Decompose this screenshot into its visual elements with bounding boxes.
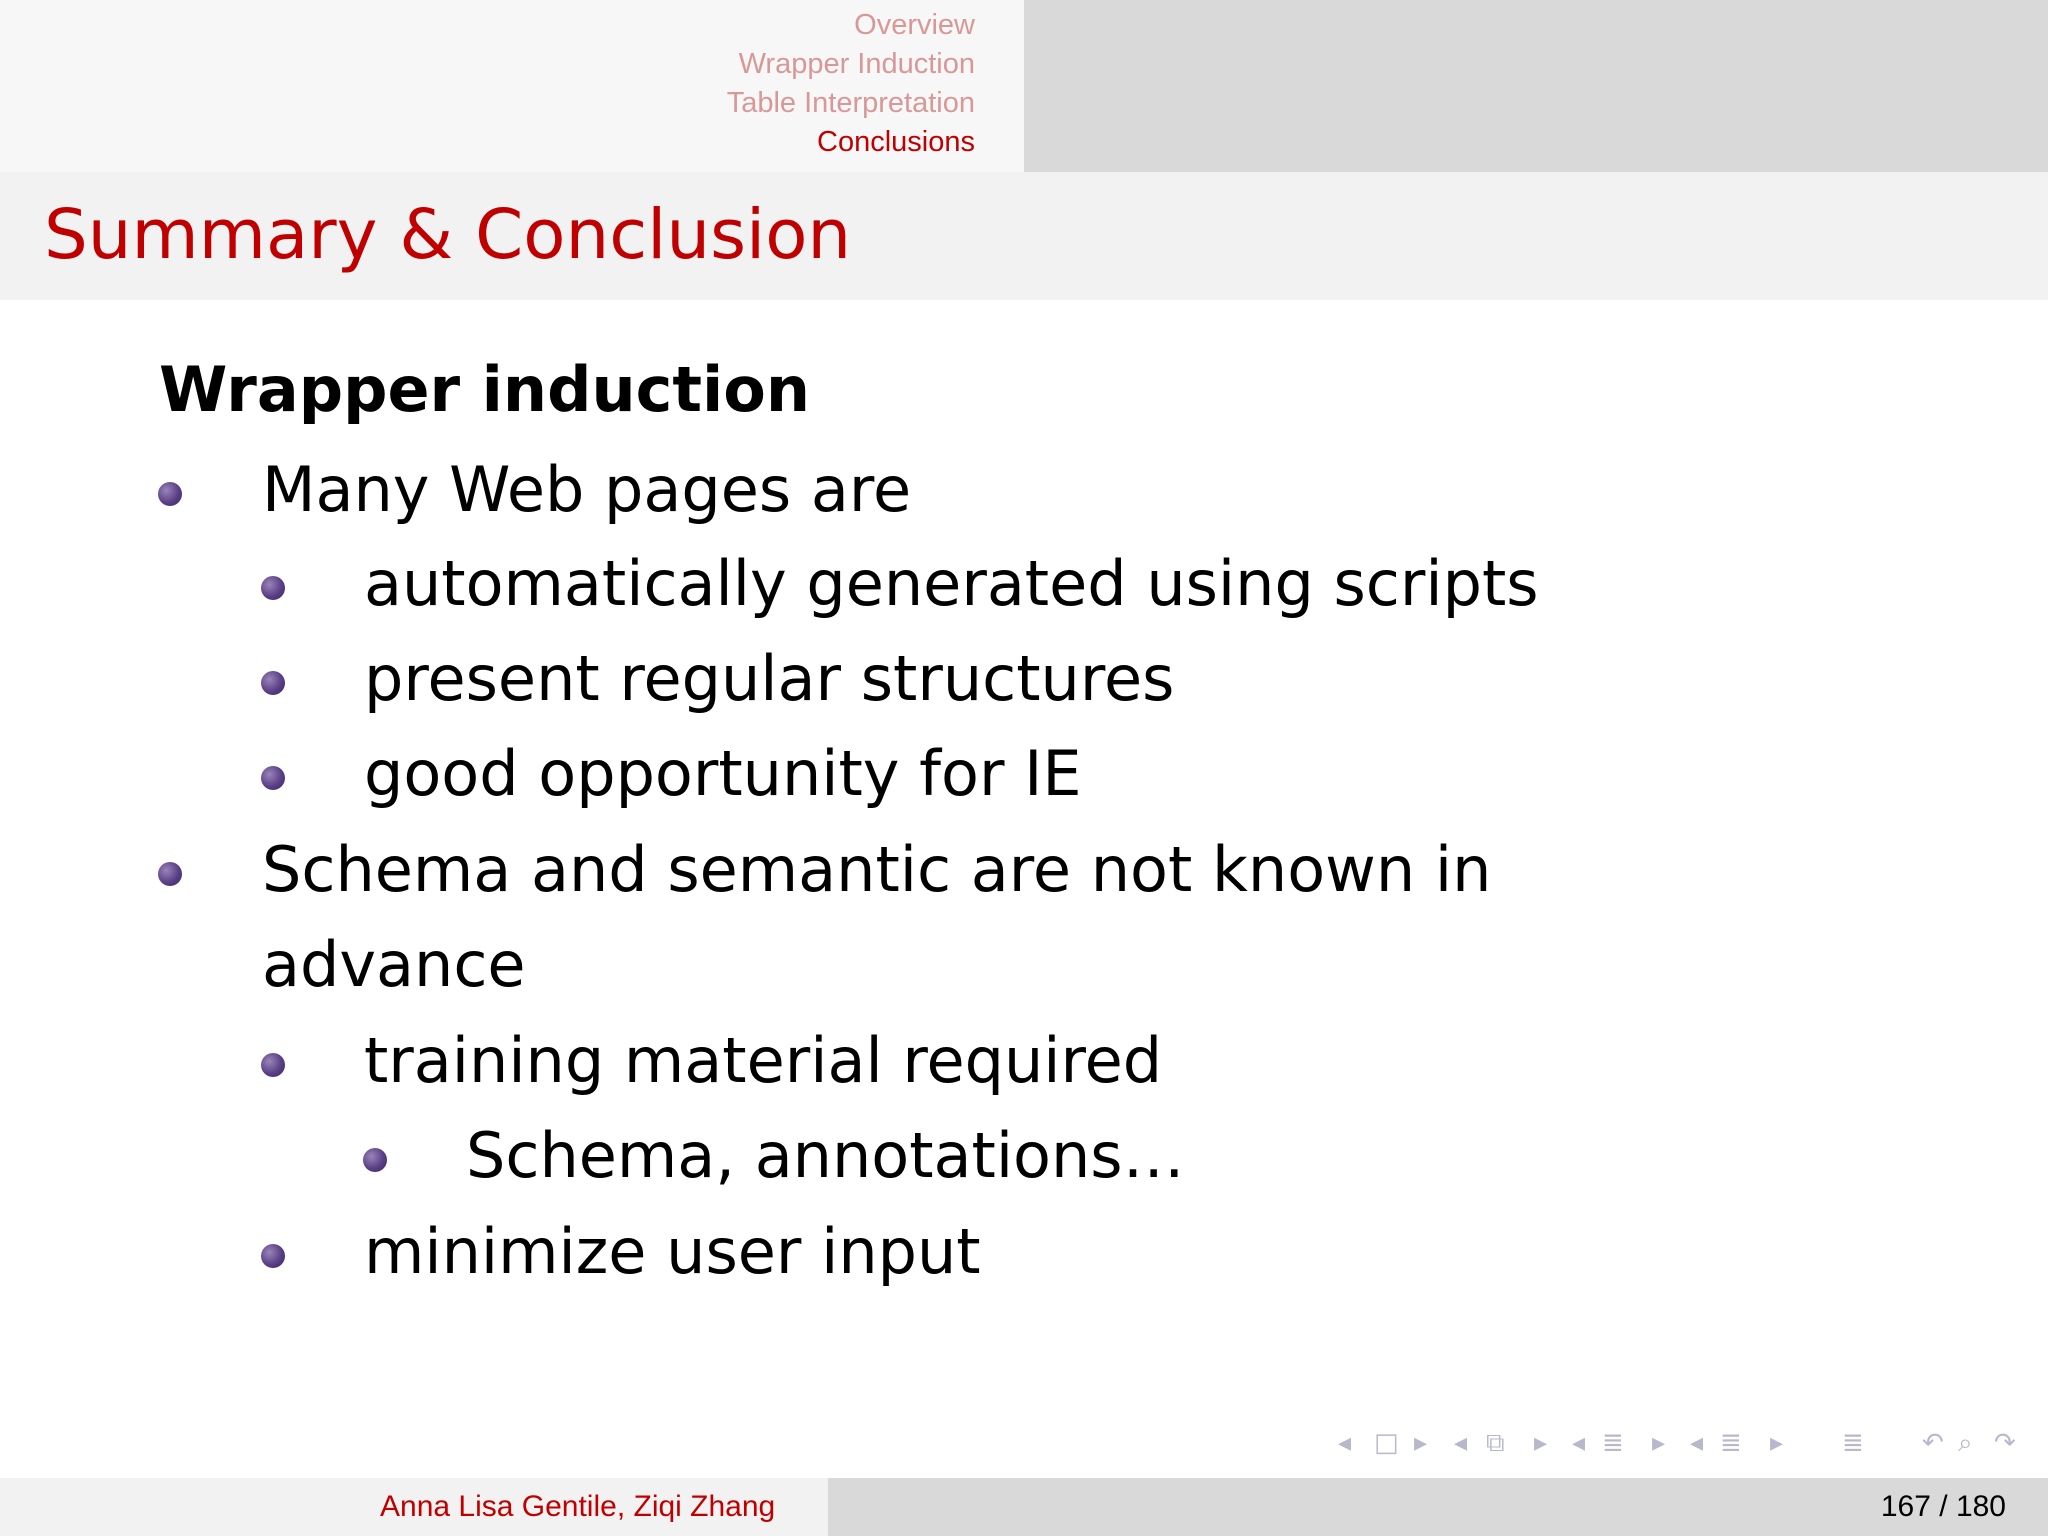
nav-section-icon[interactable]: ≣	[1602, 1428, 1624, 1458]
bullet-text: Schema and semantic are not known in	[262, 833, 1492, 906]
page-total: 180	[1955, 1490, 2006, 1523]
slide-title: Summary & Conclusion	[44, 195, 852, 275]
bullet-text: Many Web pages are	[262, 453, 912, 526]
slide-header	[0, 0, 2048, 172]
nav-item-wrapper-induction[interactable]: Wrapper Induction	[738, 48, 975, 80]
bullet-icon	[363, 1148, 387, 1172]
redo-icon[interactable]: ↷	[1994, 1428, 2016, 1458]
bullet-text: advance	[262, 928, 526, 1001]
nav-toc-icon[interactable]: ≣	[1842, 1428, 1864, 1458]
nav-item-conclusions[interactable]: Conclusions	[817, 126, 975, 158]
page-current: 167	[1880, 1490, 1931, 1523]
nav-item-table-interpretation[interactable]: Table Interpretation	[726, 87, 975, 119]
footer-left-panel	[0, 1478, 828, 1536]
bullet-text: good opportunity for IE	[364, 737, 1082, 810]
bullet-text: training material required	[364, 1024, 1163, 1097]
nav-item-overview[interactable]: Overview	[854, 9, 975, 41]
header-right-panel	[1024, 0, 2048, 172]
slide-footer	[0, 1478, 2048, 1536]
nav-frame-icon[interactable]: □	[1374, 1428, 1399, 1458]
bullet-text: minimize user input	[364, 1215, 981, 1288]
bullet-text: Schema, annotations…	[466, 1119, 1185, 1192]
section-heading: Wrapper induction	[159, 353, 810, 426]
footer-right-panel	[828, 1478, 2048, 1536]
footer-authors: Anna Lisa Gentile, Ziqi Zhang	[380, 1490, 776, 1523]
bullet-icon	[261, 1244, 285, 1268]
page-counter	[1881, 1490, 2006, 1524]
bullet-icon	[261, 671, 285, 695]
nav-appendix-icon[interactable]: ≣	[1720, 1428, 1742, 1458]
undo-icon[interactable]: ↶	[1922, 1428, 1944, 1458]
nav-prev-section-icon[interactable]: ◂	[1572, 1428, 1586, 1458]
nav-next-section-icon[interactable]: ▸	[1652, 1428, 1666, 1458]
bullet-icon	[261, 1053, 285, 1077]
bullet-icon	[158, 862, 182, 886]
bullet-text: automatically generated using scripts	[364, 547, 1539, 620]
nav-next-frame-icon[interactable]: ▸	[1414, 1428, 1428, 1458]
nav-subsection-icon[interactable]: ⧉	[1486, 1428, 1505, 1458]
nav-first-frame-icon[interactable]: ◂	[1338, 1428, 1352, 1458]
bullet-text: present regular structures	[364, 642, 1175, 715]
bullet-icon	[158, 482, 182, 506]
page-separator: /	[1930, 1490, 1956, 1523]
bullet-icon	[261, 576, 285, 600]
section-navigation	[727, 6, 975, 162]
bullet-icon	[261, 766, 285, 790]
beamer-navigation-symbols	[1338, 1428, 2038, 1468]
nav-next-subsection-icon[interactable]: ▸	[1534, 1428, 1548, 1458]
nav-next-appendix-icon[interactable]: ▸	[1770, 1428, 1784, 1458]
search-icon[interactable]: ⌕	[1958, 1428, 1973, 1458]
nav-prev-subsection-icon[interactable]: ◂	[1454, 1428, 1468, 1458]
nav-prev-appendix-icon[interactable]: ◂	[1690, 1428, 1704, 1458]
